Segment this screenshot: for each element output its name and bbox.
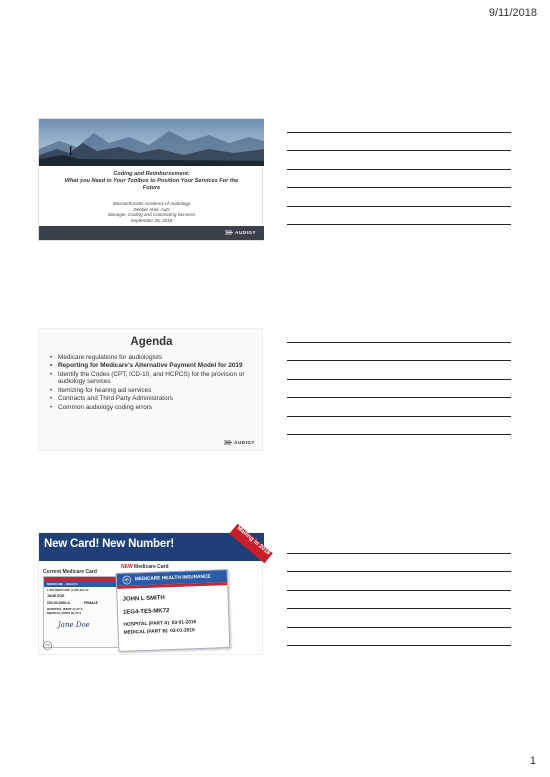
list-item: • Itemizing for hearing aid services bbox=[49, 387, 254, 395]
mountain-photo bbox=[39, 119, 264, 166]
current-card-label: Current Medicare Card bbox=[43, 569, 97, 575]
presenter-name: Debbie Abel, AuD bbox=[133, 206, 170, 212]
banner bbox=[39, 533, 264, 561]
audigy-logo bbox=[225, 230, 256, 235]
presentation-date: September 28, 2018 bbox=[130, 217, 173, 223]
new-medicare-card bbox=[116, 569, 231, 652]
notes-lines bbox=[287, 132, 511, 242]
presentation-title bbox=[39, 171, 264, 193]
mailing-sash: Mailing in 2018 bbox=[229, 524, 273, 564]
agenda-list bbox=[49, 354, 254, 412]
presenter-info bbox=[39, 201, 264, 223]
card-name: JOHN L SMITH bbox=[122, 595, 165, 603]
slide-title bbox=[38, 118, 263, 241]
slide-footer bbox=[39, 226, 264, 240]
page-number: 1 bbox=[529, 755, 536, 767]
list-item: • Medicare regulations for audiologists bbox=[49, 354, 254, 362]
notes-lines bbox=[287, 342, 511, 452]
list-item: • Reporting for Medicare's Alternative Payment Model for 2019 bbox=[49, 362, 254, 370]
audigy-logo bbox=[224, 440, 255, 445]
list-item: • Contracts and Third Party Administrators bbox=[49, 395, 254, 403]
title-line: Future bbox=[142, 185, 161, 192]
audigy-mark-icon bbox=[225, 230, 233, 235]
hhs-eagle-icon bbox=[122, 575, 132, 584]
card-band-text: MEDICARE · HEALTH bbox=[47, 582, 78, 586]
hhs-seal-icon bbox=[43, 641, 52, 650]
card-name: JANE DOE bbox=[47, 594, 65, 598]
slide-medicare-card bbox=[38, 525, 271, 655]
logo-text: AUDIGY bbox=[234, 440, 255, 445]
banner-title: New Card! New Number! bbox=[44, 538, 174, 550]
card-signature: Jane Doe bbox=[58, 621, 90, 629]
notes-lines bbox=[287, 553, 511, 663]
list-item: • Common audiology coding errors bbox=[49, 404, 254, 412]
mountain-silhouette-icon bbox=[39, 119, 264, 166]
card-mbi: 1EG4-TE5-MK72 bbox=[122, 608, 170, 616]
list-item: • Identify the Codes (CPT, ICD-10, and HCPCS) for the provision or audiology services bbox=[49, 371, 254, 386]
new-card-label: NEW Medicare Card bbox=[121, 564, 169, 570]
presenter-role: Manager, Coding and Contracting Services bbox=[107, 212, 196, 218]
organization: Massachusetts Academy of Audiology bbox=[112, 201, 191, 206]
agenda-title: Agenda bbox=[130, 336, 173, 348]
audigy-mark-icon bbox=[224, 440, 232, 445]
title-line: Coding and Reimbursement: bbox=[113, 171, 190, 177]
slide-agenda bbox=[38, 328, 263, 451]
page-date: 9/11/2018 bbox=[488, 7, 537, 19]
card-part-a: HOSPITAL (PART A) 03-01-2016 bbox=[123, 620, 197, 628]
card-phone: 1-800-MEDICARE (1-800-633-42 bbox=[47, 588, 89, 592]
card-coverage: HOSPITAL (PART A) 07-0 MEDICAL (PART B) 07-0 bbox=[47, 607, 83, 615]
logo-text: AUDIGY bbox=[235, 230, 256, 235]
card-header-text: MEDICARE HEALTH INSURANCE bbox=[134, 574, 211, 582]
card-sex: FEMALE bbox=[84, 601, 98, 605]
title-line: What you Need in Your Toolbox to Position Your Services For the bbox=[64, 178, 239, 185]
card-part-b: MEDICAL (PART B) 03-01-2016 bbox=[123, 628, 195, 636]
card-number: 000-00-0000-A bbox=[47, 601, 70, 605]
